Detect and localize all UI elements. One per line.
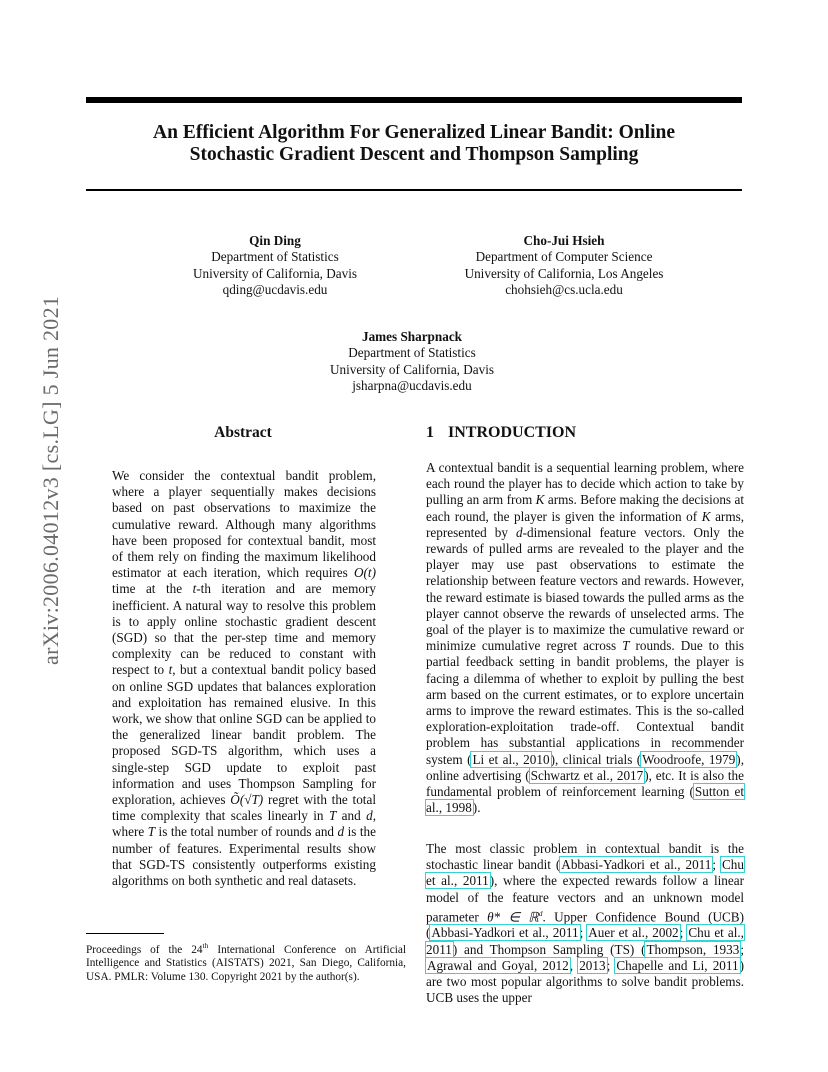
body-text: . Upper Confidence Bound (UCB) ( — [426, 909, 744, 941]
math: d — [337, 824, 345, 840]
arxiv-stamp — [16, 295, 63, 665]
abstract-text: We consider the contextual bandit problem, where a player sequentially makes decisions based on past observations to maximize the cumulative reward. Although many algorithms have been proposed for contextual bandit, most of them rely on finding the maximum likelihood estimator at each iteration, which requires — [112, 468, 376, 581]
footnote-superscript: th — [202, 941, 209, 950]
math: T — [328, 808, 337, 824]
abstract-body — [112, 468, 376, 889]
citation-link[interactable]: Chu et al., 2011 — [426, 857, 744, 889]
abstract-text: is the total number of rounds and — [155, 824, 338, 840]
footnote — [86, 939, 406, 985]
body-text: -dimensional feature vectors. Only the rewards of pulled arms are revealed to the player and the player may use past observations to estimate the relationship between feature vectors and rewards. However, the reward estimate is biased towards the pulled arms as the player cannot observe the rewards of unselected arms. The goal of the player is to maximize the cumulative reward or minimize cumulative regret across — [426, 524, 744, 654]
top-rule — [86, 97, 742, 103]
footnote-text: Proceedings of the 24 — [86, 943, 203, 956]
body-text: ; — [740, 941, 744, 957]
abstract-text: regret with the total time complexity that scales linearly in — [112, 792, 376, 824]
citation-link[interactable]: Abbasi-Yadkori et al., 2011 — [431, 925, 579, 941]
footnote-rule — [86, 933, 164, 934]
citation-link[interactable]: Agrawal and Goyal, 2012 — [427, 957, 569, 973]
author-name: Qin Ding — [249, 233, 301, 248]
math: t — [168, 662, 173, 678]
footnote-text: International Conference on Artificial Intelligence and Statistics (AISTATS) 2021, San Diego, California, USA. PMLR: Volume 130. Copyright 2021 by the author(s). — [86, 943, 406, 983]
body-text: ) are two most popular algorithms to solve bandit problems. UCB uses the upper — [426, 957, 744, 1006]
citation-link[interactable]: Thompson, 1933 — [646, 941, 740, 957]
author-dept: Department of Statistics — [211, 249, 339, 265]
abstract-text: , but a contextual bandit policy based on online SGD updates that balances exploration and exploitation has remained elusive. In this work, we show that online SGD can be applied to the generalized linear bandit problem. The proposed SGD-TS algorithm, which uses a single-step SGD update to exploit past information and uses Thompson Sampling for exploration, achieves — [112, 662, 376, 808]
math: t — [192, 581, 197, 597]
math: K — [535, 492, 545, 508]
math: θ* ∈ ℝ — [487, 909, 539, 925]
body-text: ), online advertising ( — [426, 751, 744, 783]
citation-link[interactable]: Schwartz et al., 2017 — [530, 767, 644, 783]
title-line-2: Stochastic Gradient Descent and Thompson Sampling — [189, 144, 639, 165]
intro-heading — [426, 424, 576, 442]
math: K — [701, 508, 711, 524]
author-name: James Sharpnack — [361, 329, 463, 344]
abstract-text: time at the — [112, 581, 193, 597]
author-affiliation: University of California, Davis — [192, 265, 358, 281]
abstract-text: is the number of features. Experimental results show that SGD-TS consistently outperforms existing algorithms on both synthetic and real datasets. — [112, 824, 376, 889]
author-dept: Department of Computer Science — [475, 249, 653, 265]
body-text: , — [569, 957, 579, 973]
citation-link[interactable]: Chapelle and Li, 2011 — [616, 957, 739, 973]
section-number: 1 — [426, 424, 434, 441]
abstract-heading: Abstract — [214, 424, 272, 441]
intro-paragraph-2 — [426, 841, 744, 1006]
body-text: ). — [472, 800, 481, 816]
citation-link[interactable]: Chu et al., 2011 — [426, 925, 744, 957]
body-text: rounds. Due to this partial feedback setting in bandit problems, the player is facing a dilemma of whether to exploit by pulling the best arm based on the current estimates, or to explore uncertain arms to improve the reward estimates. This is the so-called exploration-exploitation trade-off. Contextual bandit problem has substantial applications in recommender system ( — [426, 638, 744, 767]
abstract-text: -th iteration and are memory inefficient. A natural way to resolve this problem is to apply online stochastic gradient descent (SGD) so that the per-step time and memory complexity can be reduced to constant with respect to — [112, 581, 376, 678]
body-text: A contextual bandit is a sequential learning problem, where each round the player has to decide which action to take by pulling an arm from — [426, 460, 744, 508]
author-affiliation: University of California, Los Angeles — [464, 265, 664, 281]
citation-link[interactable]: Woodroofe, 1979 — [642, 751, 736, 767]
section-title: INTRODUCTION — [448, 424, 577, 441]
citation-link[interactable]: Li et al., 2010 — [472, 751, 550, 767]
author-email: qding@ucdavis.edu — [222, 281, 328, 297]
citation-link[interactable]: 2013 — [579, 957, 606, 973]
author-affiliation: University of California, Davis — [329, 361, 495, 377]
math: T — [147, 824, 156, 840]
body-text: ) and Thompson Sampling (TS) ( — [452, 941, 646, 957]
paper-title — [86, 122, 742, 166]
math: O(t) — [354, 565, 376, 581]
author-email: chohsieh@cs.ucla.edu — [505, 281, 623, 297]
citation-link[interactable]: Auer et al., 2002 — [588, 925, 679, 941]
intro-paragraph-1 — [426, 460, 744, 816]
arxiv-stamp-text: arXiv:2006.04012v3 [cs.LG] 5 Jun 2021 — [38, 295, 63, 665]
body-text: arms, represented by — [426, 508, 745, 540]
author-name: Cho-Jui Hsieh — [523, 233, 605, 248]
citation-link[interactable]: Sutton et al., 1998 — [426, 784, 744, 816]
body-text: ), etc. It is also the fundamental problem of reinforcement learning ( — [426, 767, 744, 800]
abstract-text: , where — [112, 808, 376, 840]
math-superscript: d — [538, 908, 543, 918]
math: Õ(√T) — [230, 792, 264, 808]
math: d — [516, 524, 523, 540]
body-text: ; — [679, 925, 688, 941]
abstract-text: and — [336, 808, 367, 824]
author-dept: Department of Statistics — [348, 345, 476, 361]
author-block-3 — [282, 329, 542, 394]
title-line-1: An Efficient Algorithm For Generalized Linear Bandit: Online — [153, 122, 675, 143]
math: T — [622, 638, 630, 654]
body-text: arms. Before making the decisions at each round, the player is given the information of — [426, 492, 744, 524]
author-block-1 — [145, 233, 405, 298]
body-text: ; — [606, 957, 616, 973]
body-text: ), clinical trials ( — [550, 751, 642, 767]
body-text: The most classic problem in contextual bandit is the stochastic linear bandit ( — [426, 841, 744, 873]
author-block-2 — [424, 233, 704, 298]
citation-link[interactable]: Abbasi-Yadkori et al., 2011 — [561, 857, 712, 873]
body-text: ; — [712, 857, 722, 873]
body-text: ), where the expected rewards follow a linear model of the feature vectors and an unknown model parameter — [426, 873, 744, 925]
math: d — [366, 808, 373, 824]
body-text: ; — [579, 925, 588, 941]
title-rule — [86, 189, 742, 191]
author-email: jsharpna@ucdavis.edu — [352, 377, 472, 393]
